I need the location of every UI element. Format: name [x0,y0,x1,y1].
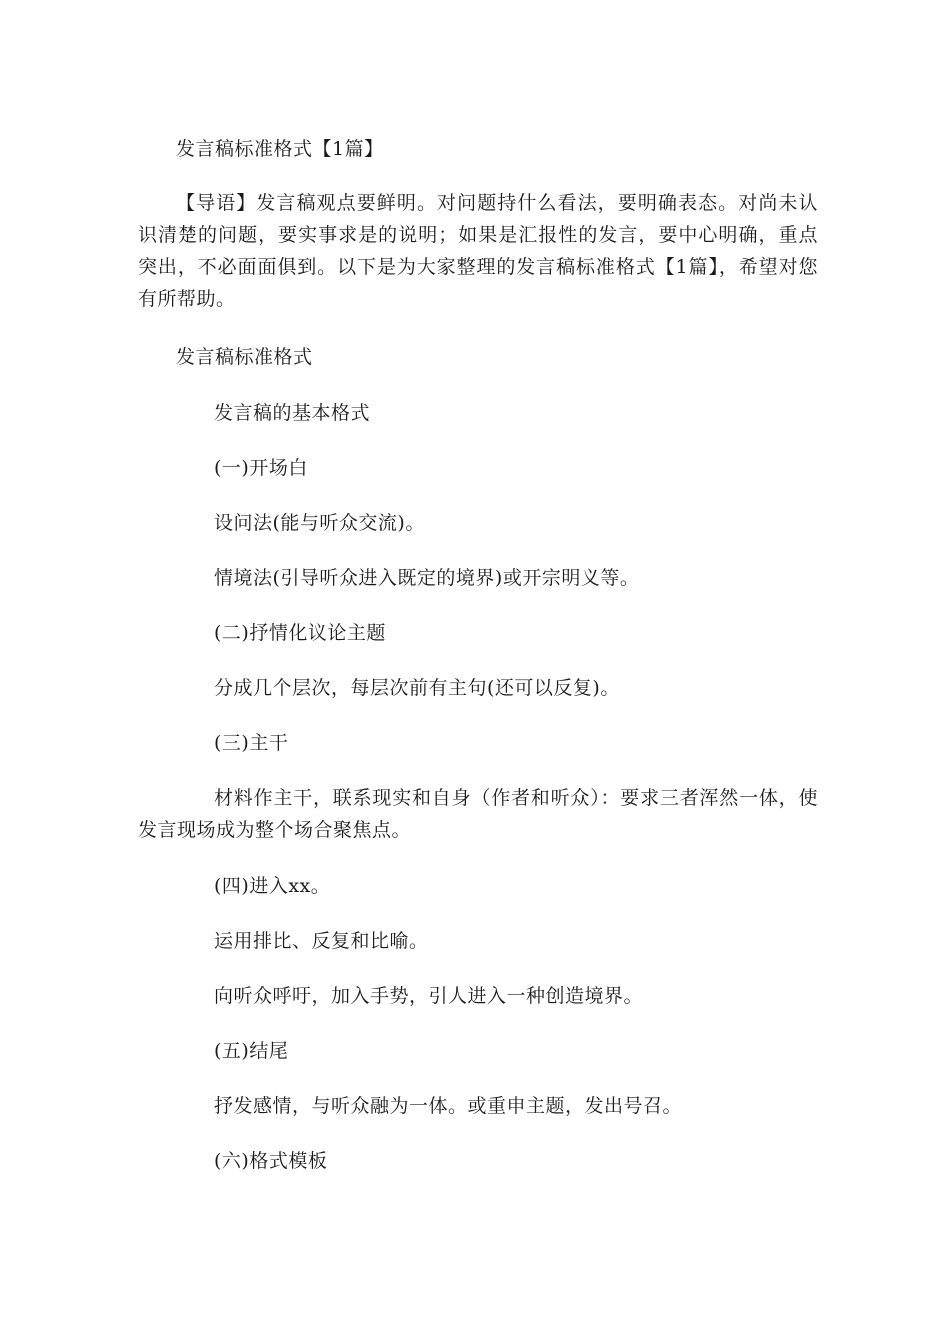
part1-line1: 设问法(能与听众交流)。 [214,512,425,534]
part2-title: (二)抒情化议论主题 [214,622,386,644]
part1-line2: 情境法(引导听众进入既定的境界)或开宗明义等。 [214,567,640,589]
part5-title: (五)结尾 [214,1040,289,1062]
section-heading: 发言稿标准格式 [176,346,313,368]
part4-line1: 运用排比、反复和比喻。 [214,930,429,952]
part3-paragraph: 材料作主干，联系现实和自身（作者和听众）：要求三者浑然一体，使发言现场成为整个场合聚焦点。 [138,787,818,841]
intro-paragraph: 【导语】发言稿观点要鲜明。对问题持什么看法，要明确表态。对尚未认识清楚的问题，要实事求是的说明；如果是汇报性的发言，要中心明确，重点突出，不必面面俱到。以下是为大家整理的发言稿标准格式【1篇】，希望对您有所帮助。 [138,192,818,310]
part4-line2: 向听众呼吁，加入手势，引人进入一种创造境界。 [214,985,644,1007]
part2-line1: 分成几个层次，每层次前有主句(还可以反复)。 [214,677,620,699]
part3-title: (三)主干 [214,732,289,754]
part4-title: (四)进入xx。 [214,875,331,897]
part1-title: (一)开场白 [214,457,308,479]
part5-line1: 抒发感情，与听众融为一体。或重申主题，发出号召。 [214,1095,683,1117]
part6-title: (六)格式模板 [214,1150,328,1172]
document-title: 发言稿标准格式【1篇】 [176,138,384,160]
subheading: 发言稿的基本格式 [214,402,371,424]
